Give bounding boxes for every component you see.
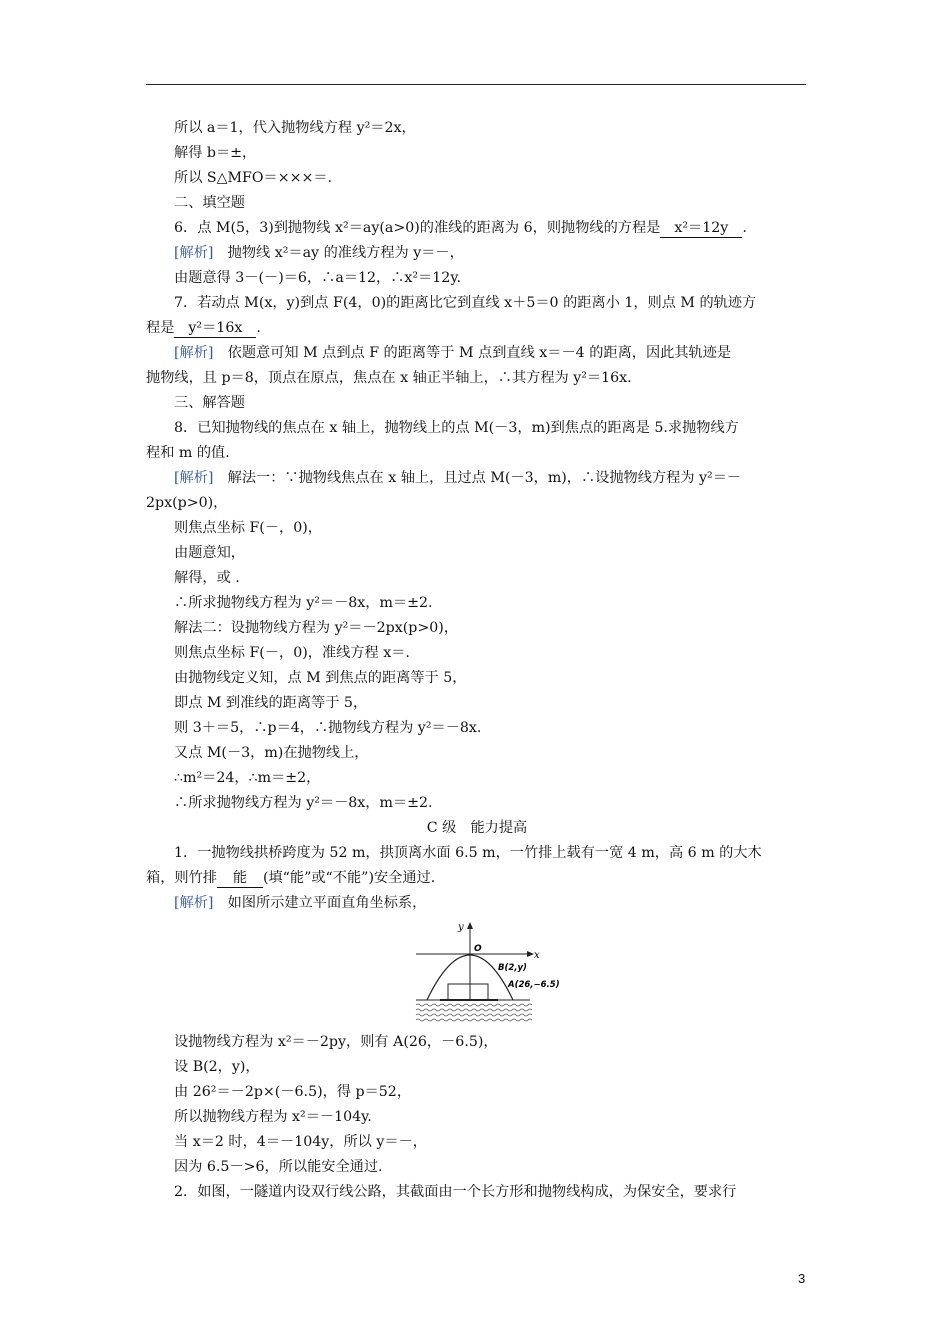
text-line: 所以 S△MFO＝×××＝. (174, 170, 333, 186)
analysis-tag: [解析] (174, 245, 214, 261)
text-line: ∴所求抛物线方程为 y²＝－8x，m＝±2. (174, 595, 433, 611)
text-line: 由 26²＝－2p×(－6.5)，得 p＝52， (174, 1084, 412, 1100)
level-heading: C 级 能力提高 (426, 820, 528, 836)
page-content (146, 116, 808, 1205)
wooden-box (448, 984, 488, 1000)
text-line: 解得 b＝±， (174, 145, 257, 161)
analysis-tag: [解析] (174, 345, 214, 361)
section-heading: 二、填空题 (174, 195, 245, 211)
answer-blank: y²＝16x (174, 320, 256, 338)
analysis-tag: [解析] (174, 895, 214, 911)
analysis-line (146, 241, 808, 266)
question-8-cont: 程和 m 的值. (146, 445, 230, 461)
text-line: 所以 a＝1，代入抛物线方程 y²＝2x， (174, 120, 416, 136)
text-line: ∴m²＝24，∴m＝±2， (174, 770, 321, 786)
analysis-text: 抛物线 x²＝ay 的准线方程为 y＝－， (213, 245, 464, 261)
text-line: 解法二：设抛物线方程为 y²＝－2px(p>0)， (174, 620, 459, 636)
point-a-label: A(26,−6.5) (508, 980, 560, 990)
text-line: ∴所求抛物线方程为 y²＝－8x，m＝±2. (174, 795, 433, 811)
text-line: 由抛物线定义知，点 M 到焦点的距离等于 5， (174, 670, 467, 686)
analysis-tag: [解析] (174, 470, 214, 486)
question-text: 箱，则竹排 (146, 870, 217, 886)
question-7: 7．若动点 M(x，y)到点 F(4，0)的距离比它到直线 x＋5＝0 的距离小 1，则点 M 的轨迹方 (174, 295, 757, 311)
analysis-text: 如图所示建立平面直角坐标系， (213, 895, 427, 911)
question-text: . (742, 220, 747, 236)
text-line: 所以抛物线方程为 x²＝－104y. (174, 1109, 372, 1125)
question-text: 6．点 M(5，3)到抛物线 x²＝ay(a>0)的准线的距离为 6，则抛物线的方程是 (174, 220, 661, 236)
answer-blank: 能 (217, 870, 263, 888)
analysis-line (146, 466, 808, 491)
problem-1: 1．一抛物线拱桥跨度为 52 m，拱顶离水面 6.5 m，一竹排上载有一宽 4 m，高 6 m 的大木 (174, 845, 762, 861)
text-line: 由题意得 3－(－)＝6，∴a＝12，∴x²＝12y. (174, 270, 461, 286)
analysis-text: 依题意可知 M 点到点 F 的距离等于 M 点到直线 x＝－4 的距离，因此其轨迹是 (213, 345, 732, 361)
question-7-cont (146, 316, 808, 341)
text-line: 则焦点坐标 F(－，0)， (174, 520, 322, 536)
section-heading: 三、解答题 (174, 395, 245, 411)
x-arrow (527, 951, 534, 957)
water-waves (416, 1004, 532, 1021)
question-text: 程是 (146, 320, 175, 336)
analysis-text: 解法一：∵抛物线焦点在 x 轴上，且过点 M(－3，m)，∴设抛物线方程为 y²＝－ (213, 470, 742, 486)
analysis-line (146, 341, 808, 366)
text-line: 则 3＋＝5，∴p＝4，∴抛物线方程为 y²＝－8x. (174, 720, 482, 736)
question-text: (填“能”或“不能”)安全通过. (262, 870, 436, 886)
point-b-label: B(2,y) (498, 963, 527, 973)
text-line: 抛物线，且 p＝8，顶点在原点，焦点在 x 轴正半轴上，∴其方程为 y²＝16x. (146, 370, 632, 386)
origin-label: O (474, 944, 482, 954)
text-line: 当 x＝2 时，4＝－104y，所以 y＝－， (174, 1134, 427, 1150)
parabola-bridge-figure (414, 920, 560, 1024)
text-line: 又点 M(－3，m)在抛物线上， (174, 745, 369, 761)
text-line: 由题意知， (174, 545, 245, 561)
question-8: 8．已知抛物线的焦点在 x 轴上，抛物线上的点 M(－3，m)到焦点的距离是 5.求抛物线方 (174, 420, 739, 436)
x-axis-label: x (534, 950, 540, 961)
text-line: 即点 M 到准线的距离等于 5， (174, 695, 368, 711)
text-line: 则焦点坐标 F(－，0)，准线方程 x＝. (174, 645, 410, 661)
question-6 (146, 216, 808, 241)
text-line: 设抛物线方程为 x²＝－2py，则有 A(26，－6.5)， (174, 1034, 498, 1050)
page-number: 3 (798, 1271, 806, 1286)
answer-blank: x²＝12y (660, 220, 742, 238)
text-line: 因为 6.5－>6，所以能安全通过. (174, 1159, 383, 1175)
text-line: 设 B(2，y)， (174, 1059, 260, 1075)
problem-2: 2．如图，一隧道内设双行线公路，其截面由一个长方形和抛物线构成，为保安全，要求行 (174, 1184, 737, 1200)
y-axis-label: y (458, 922, 464, 933)
problem-1-cont (146, 866, 808, 891)
question-text: . (256, 320, 261, 336)
y-arrow (467, 922, 473, 929)
text-line: 2px(p>0)， (146, 495, 228, 511)
analysis-line (146, 891, 808, 916)
header-rule (146, 84, 806, 85)
text-line: 解得，或 . (174, 570, 240, 586)
